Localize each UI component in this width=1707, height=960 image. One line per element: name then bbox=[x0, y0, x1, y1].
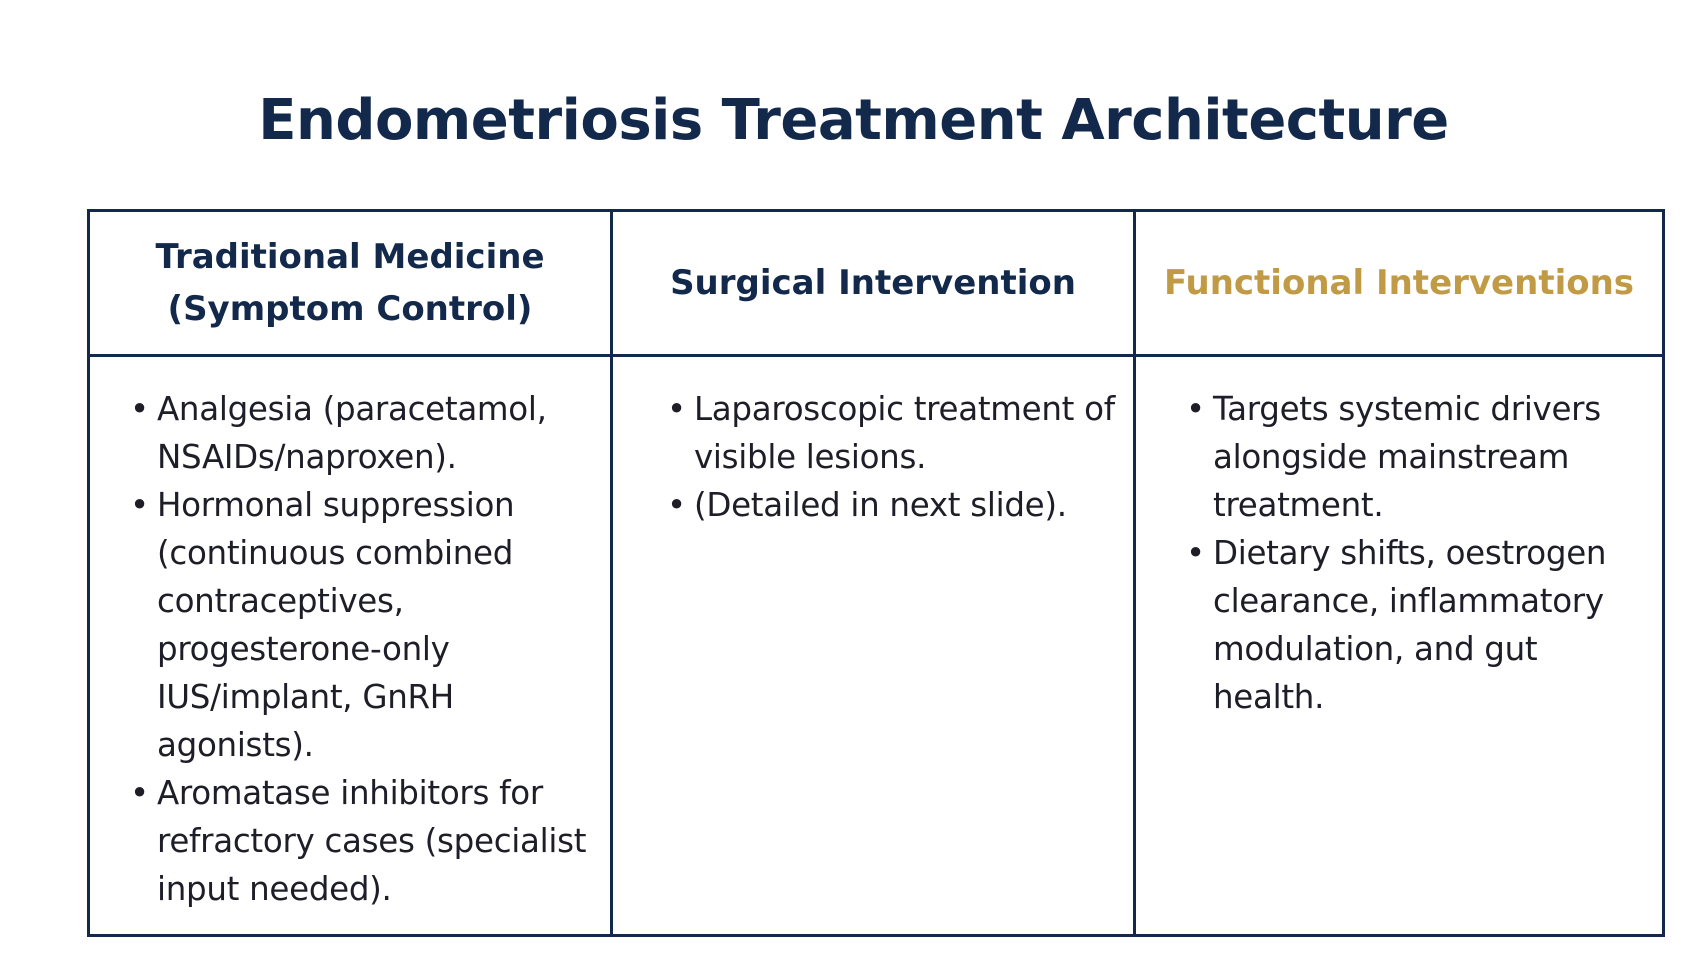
bullet-list bbox=[130, 385, 596, 913]
column-header-functional-interventions bbox=[1136, 212, 1662, 357]
list-item: • Hormonal suppression (continuous combined contraceptives, progesterone-only IUS/implant, GnRH agonists). bbox=[130, 481, 596, 769]
column-body-functional-interventions bbox=[1136, 357, 1662, 934]
header-line: Surgical Intervention bbox=[670, 263, 1076, 303]
header-subline: (Symptom Control) bbox=[167, 289, 533, 329]
slide-title: Endometriosis Treatment Architecture bbox=[258, 88, 1449, 153]
list-item: • Laparoscopic treatment of visible lesions. bbox=[667, 385, 1119, 481]
treatment-table bbox=[87, 209, 1665, 937]
list-item: • Analgesia (paracetamol, NSAIDs/naproxen). bbox=[130, 385, 596, 481]
list-item: • (Detailed in next slide). bbox=[667, 481, 1119, 529]
column-body-traditional-medicine bbox=[90, 357, 613, 934]
header-line: Traditional Medicine bbox=[155, 237, 545, 277]
list-item: • Dietary shifts, oestrogen clearance, inflammatory modulation, and gut health. bbox=[1186, 529, 1648, 721]
list-item: • Targets systemic drivers alongside mainstream treatment. bbox=[1186, 385, 1648, 529]
list-item: • Aromatase inhibitors for refractory cases (specialist input needed). bbox=[130, 769, 596, 913]
header-line: Functional Interventions bbox=[1163, 263, 1635, 303]
column-body-surgical-intervention bbox=[613, 357, 1136, 934]
bullet-list bbox=[1186, 385, 1648, 721]
bullet-list bbox=[667, 385, 1119, 529]
column-header-traditional-medicine bbox=[90, 212, 613, 357]
column-header-surgical-intervention bbox=[613, 212, 1136, 357]
